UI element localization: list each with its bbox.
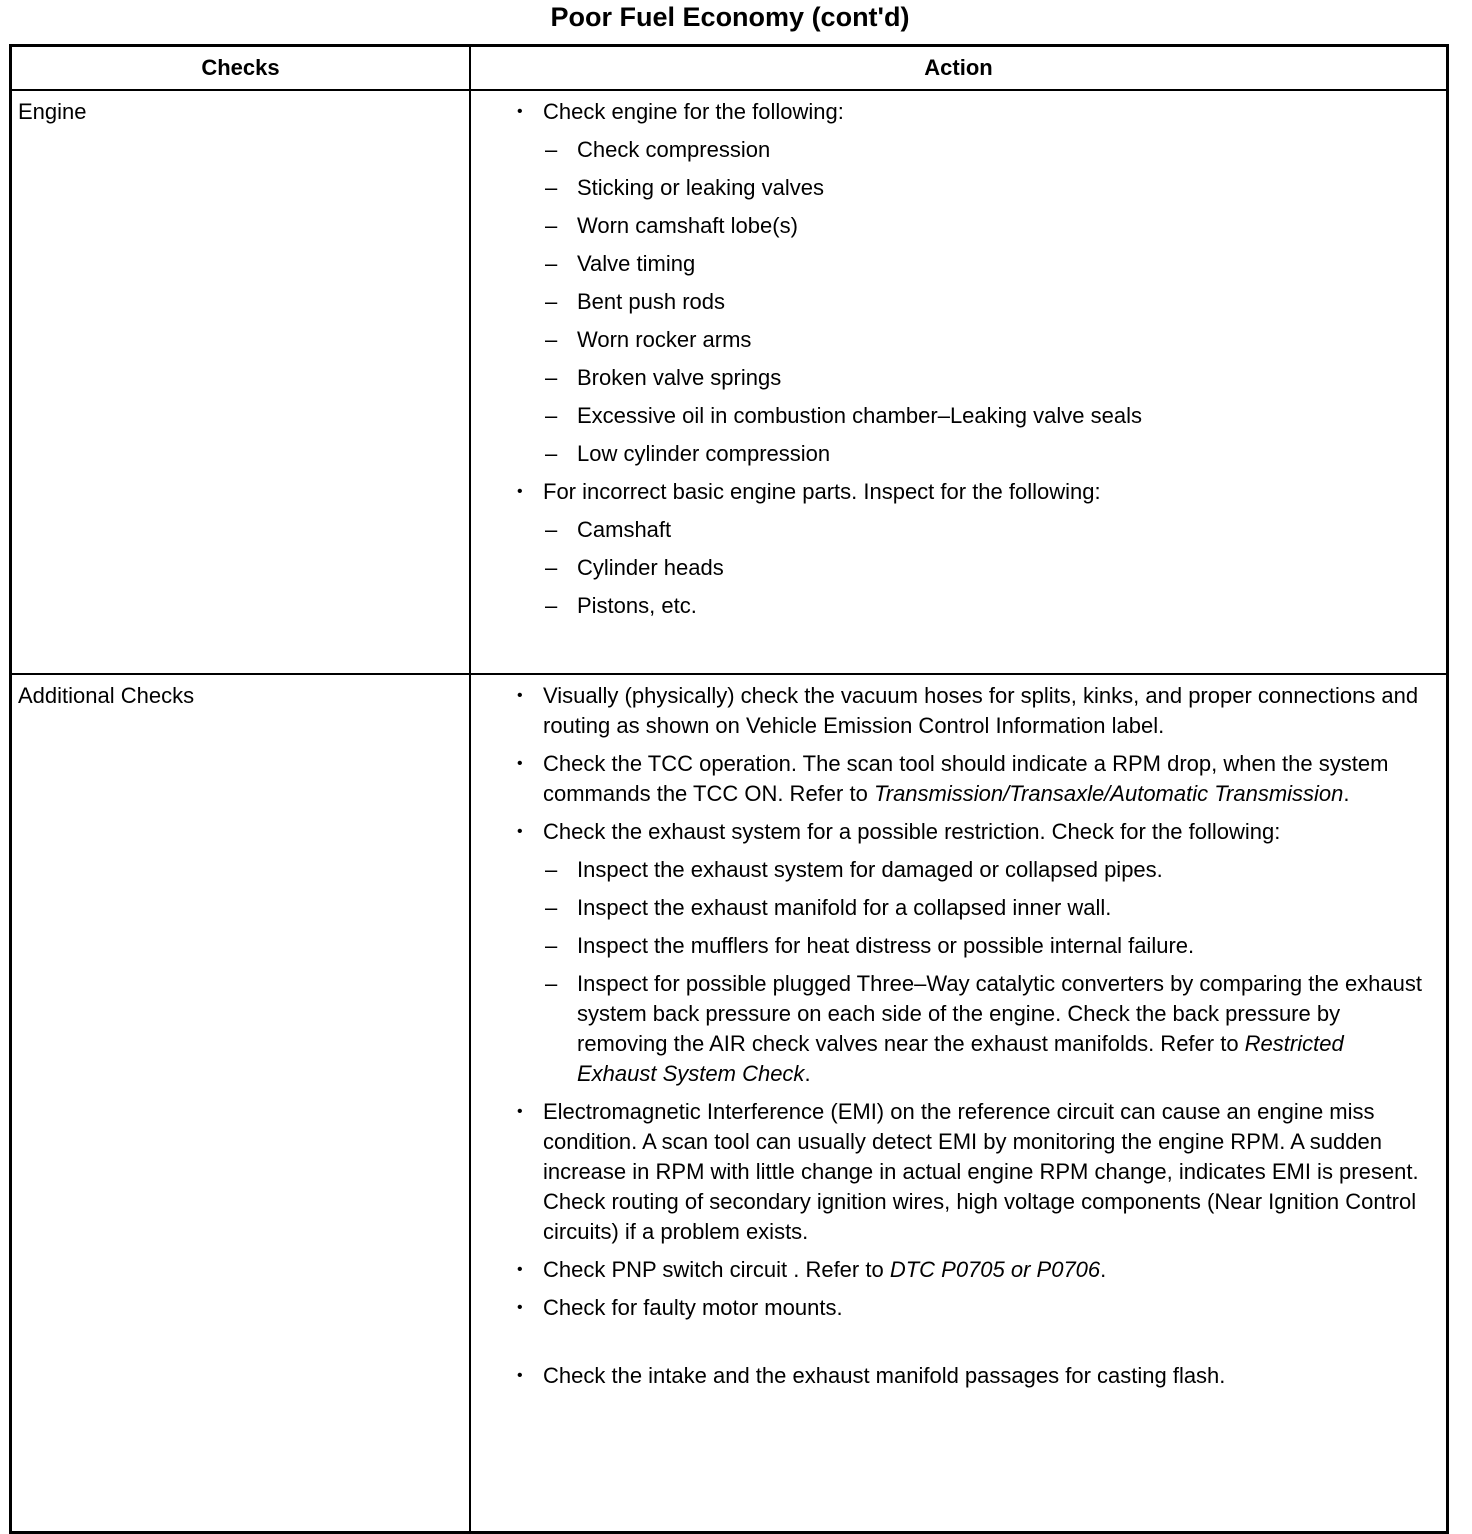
bullet-item [511, 477, 1426, 507]
sub-item [511, 325, 1426, 355]
reference-text: Transmission/Transaxle/Automatic Transmission [873, 781, 1344, 806]
item-text: Sticking or leaking valves [577, 175, 825, 200]
item-text: For incorrect basic engine parts. Inspect for the following: [543, 479, 1101, 504]
sub-item [511, 893, 1426, 923]
bullet-item [511, 1097, 1426, 1247]
page-title: Poor Fuel Economy (cont'd) [550, 2, 910, 32]
bullet-item [511, 97, 1426, 127]
table-row [11, 90, 1448, 674]
sub-item [511, 969, 1426, 1089]
reference-text: DTC P0705 or P0706 [889, 1257, 1101, 1282]
bullet-item [511, 749, 1426, 809]
item-text: Excessive oil in combustion chamber–Leaking valve seals [577, 403, 1142, 428]
diagnostic-table [9, 44, 1449, 1534]
item-text: Low cylinder compression [577, 441, 831, 466]
header-action: Action [470, 46, 1448, 91]
action-cell [470, 90, 1448, 674]
item-text: Check the TCC operation. The scan tool should indicate a RPM drop, when the system commands the TCC ON. Refer to [543, 751, 1389, 806]
item-text: Pistons, etc. [577, 593, 697, 618]
item-text: Worn rocker arms [577, 327, 752, 352]
sub-item [511, 211, 1426, 241]
bullet-item [511, 817, 1426, 847]
check-cell: Additional Checks [11, 674, 471, 1533]
item-text: Worn camshaft lobe(s) [577, 213, 798, 238]
item-text: Electromagnetic Interference (EMI) on the reference circuit can cause an engine miss condition. A scan tool can usually detect EMI by monitoring the engine RPM. A sudden increase in RPM with little change in actual engine RPM change, indicates EMI is present. Check routing of secondary ignition wires, high voltage components (Near Ignition Control circuits) if a problem exists. [543, 1099, 1419, 1244]
item-text: Check the exhaust system for a possible restriction. Check for the following: [543, 819, 1281, 844]
item-text: Cylinder heads [577, 555, 724, 580]
action-cell [470, 674, 1448, 1533]
header-checks: Checks [11, 46, 471, 91]
item-text: Check compression [577, 137, 771, 162]
item-text: Valve timing [577, 251, 696, 276]
bullet-item [511, 1361, 1426, 1391]
bullet-item [511, 1293, 1426, 1323]
item-text: Camshaft [577, 517, 672, 542]
item-text: . [1343, 781, 1350, 806]
reference-text: Restricted Exhaust System Check [577, 1031, 1344, 1086]
sub-item [511, 931, 1426, 961]
bullet-item [511, 1255, 1426, 1285]
check-cell: Engine [11, 90, 471, 674]
sub-item [511, 173, 1426, 203]
bullet-item [511, 681, 1426, 741]
item-text: Inspect for possible plugged Three–Way catalytic converters by comparing the exhaust system back pressure on each side of the engine. Check the back pressure by removing the AIR check valves near the exhaust manifolds. Refer to [577, 971, 1423, 1056]
item-text: Bent push rods [577, 289, 725, 314]
item-text: . [804, 1061, 811, 1086]
sub-item [511, 249, 1426, 279]
sub-item [511, 363, 1426, 393]
item-text: . [1100, 1257, 1107, 1282]
sub-item [511, 287, 1426, 317]
item-text: Inspect the exhaust system for damaged or collapsed pipes. [577, 857, 1163, 882]
sub-item [511, 855, 1426, 885]
sub-item [511, 401, 1426, 431]
item-text: Check PNP switch circuit . Refer to [543, 1257, 890, 1282]
item-text: Inspect the exhaust manifold for a collapsed inner wall. [577, 895, 1112, 920]
item-text: Check for faulty motor mounts. [543, 1295, 843, 1320]
sub-item [511, 515, 1426, 545]
item-text: Check engine for the following: [543, 99, 844, 124]
table-row [11, 674, 1448, 1533]
sub-item [511, 439, 1426, 469]
item-text: Broken valve springs [577, 365, 782, 390]
item-text: Check the intake and the exhaust manifold passages for casting flash. [543, 1363, 1226, 1388]
table-header-row [11, 46, 1448, 91]
item-text: Visually (physically) check the vacuum hoses for splits, kinks, and proper connections and routing as shown on Vehicle Emission Control Information label. [543, 683, 1419, 738]
item-text: Inspect the mufflers for heat distress or possible internal failure. [577, 933, 1195, 958]
sub-item [511, 135, 1426, 165]
sub-item [511, 553, 1426, 583]
sub-item [511, 591, 1426, 621]
